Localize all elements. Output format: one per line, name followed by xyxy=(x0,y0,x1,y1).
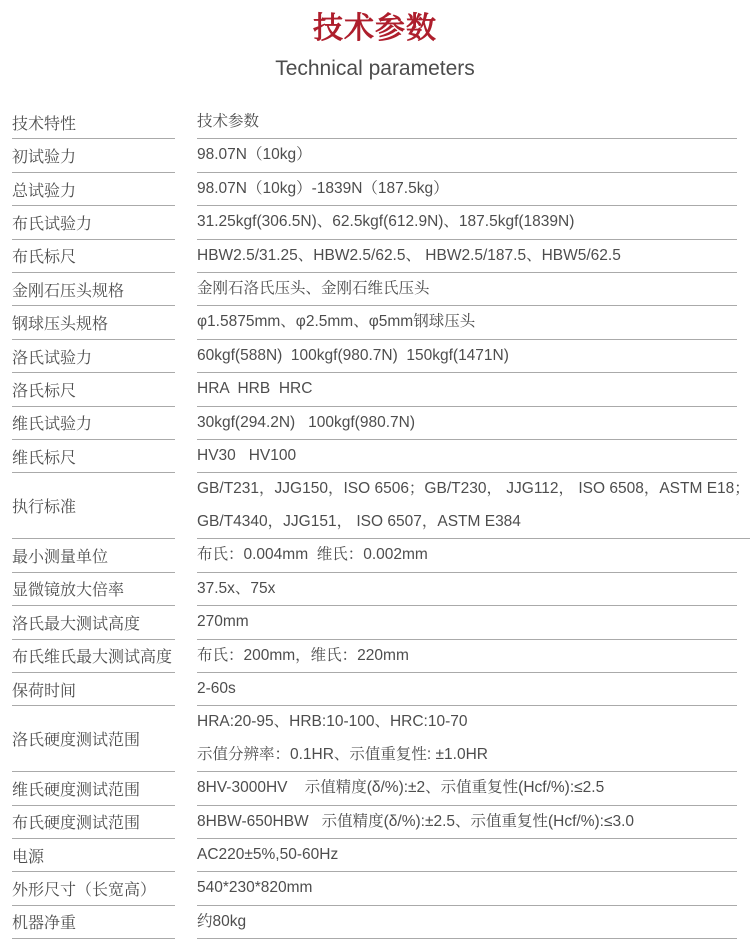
spec-value-line: 60kgf(588N) 100kgf(980.7N) 150kgf(1471N) xyxy=(197,346,509,364)
spec-row xyxy=(0,673,750,706)
spec-row xyxy=(0,606,750,639)
spec-value xyxy=(197,640,737,673)
spec-row xyxy=(0,139,750,172)
spec-value-line: HRA:20-95、HRB:10-100、HRC:10-70 xyxy=(197,713,468,731)
spec-value xyxy=(197,839,737,872)
spec-label: 钢球压头规格 xyxy=(12,306,175,339)
spec-row xyxy=(0,173,750,206)
spec-value-line: 约80kg xyxy=(197,912,247,930)
spec-value-line: 30kgf(294.2N) 100kgf(980.7N) xyxy=(197,413,415,431)
spec-value xyxy=(197,440,737,473)
spec-value-line: 8HV-3000HV 示值精度(δ/%):±2、示值重复性(Hcf/%):≤2.5 xyxy=(197,779,605,797)
spec-value xyxy=(197,340,737,373)
spec-label: 最小测量单位 xyxy=(12,539,175,572)
spec-value-line: HBW2.5/31.25、HBW2.5/62.5、 HBW2.5/187.5、HBW5/62.5 xyxy=(197,246,621,264)
spec-row xyxy=(0,473,750,539)
spec-value xyxy=(197,373,737,406)
spec-row xyxy=(0,373,750,406)
spec-value-line: φ1.5875mm、φ2.5mm、φ5mm钢球压头 xyxy=(197,313,476,331)
spec-value xyxy=(197,673,737,706)
spec-value-line: 布氏：200mm，维氏：220mm xyxy=(197,646,409,664)
spec-value-line: GB/T4340，JJG151， ISO 6507，ASTM E384 xyxy=(197,512,521,530)
spec-label: 外形尺寸（长宽高） xyxy=(12,872,175,905)
page-header xyxy=(0,0,750,82)
spec-value-line: 98.07N（10kg）-1839N（187.5kg） xyxy=(197,179,449,197)
spec-label: 显微镜放大倍率 xyxy=(12,573,175,606)
spec-label: 保荷时间 xyxy=(12,673,175,706)
spec-row-header xyxy=(0,106,750,139)
spec-label: 洛氏硬度测试范围 xyxy=(12,706,175,772)
spec-value xyxy=(197,273,737,306)
spec-row xyxy=(0,640,750,673)
spec-row xyxy=(0,273,750,306)
spec-row xyxy=(0,340,750,373)
spec-label: 布氏维氏最大测试高度 xyxy=(12,640,175,673)
spec-row xyxy=(0,539,750,572)
spec-label: 布氏试验力 xyxy=(12,206,175,239)
spec-value-line: HV30 HV100 xyxy=(197,447,297,465)
spec-value-line: GB/T231，JJG150，ISO 6506；GB/T230， JJG112， ISO 6508，ASTM E18； xyxy=(197,480,750,498)
spec-label: 维氏硬度测试范围 xyxy=(12,772,175,805)
spec-value-line: 布氏：0.004mm 维氏：0.002mm xyxy=(197,546,428,564)
spec-row xyxy=(0,206,750,239)
spec-label: 执行标准 xyxy=(12,473,175,539)
spec-row xyxy=(0,806,750,839)
spec-value xyxy=(197,407,737,440)
spec-row xyxy=(0,872,750,905)
spec-row xyxy=(0,772,750,805)
spec-label: 布氏标尺 xyxy=(12,240,175,273)
spec-value-line: 270mm xyxy=(197,613,249,631)
spec-value-line: 技术参数 xyxy=(197,113,260,130)
spec-label: 洛氏最大测试高度 xyxy=(12,606,175,639)
spec-value xyxy=(197,806,737,839)
spec-value xyxy=(197,306,737,339)
spec-row xyxy=(0,906,750,939)
spec-label: 洛氏标尺 xyxy=(12,373,175,406)
spec-value xyxy=(197,206,737,239)
spec-row xyxy=(0,306,750,339)
spec-value-line: 37.5x、75x xyxy=(197,579,276,597)
spec-value xyxy=(197,606,737,639)
spec-value xyxy=(197,539,737,572)
spec-value-line: 金刚石洛氏压头、金刚石维氏压头 xyxy=(197,280,430,298)
spec-value xyxy=(197,139,737,172)
spec-label: 初试验力 xyxy=(12,139,175,172)
spec-value-line: 540*230*820mm xyxy=(197,879,313,897)
spec-value xyxy=(197,706,737,772)
spec-value-line: HRA HRB HRC xyxy=(197,380,313,398)
spec-label: 维氏标尺 xyxy=(12,440,175,473)
spec-value xyxy=(197,173,737,206)
spec-value xyxy=(197,772,737,805)
spec-row xyxy=(0,706,750,772)
spec-value xyxy=(197,473,750,539)
spec-value xyxy=(197,906,737,939)
spec-label: 金刚石压头规格 xyxy=(12,273,175,306)
spec-value-line: 98.07N（10kg） xyxy=(197,146,312,164)
spec-value xyxy=(197,872,737,905)
spec-value-line: 31.25kgf(306.5N)、62.5kgf(612.9N)、187.5kgf(1839N) xyxy=(197,213,575,231)
spec-row xyxy=(0,839,750,872)
spec-value-line: 2-60s xyxy=(197,679,236,697)
spec-row xyxy=(0,440,750,473)
spec-value-line: AC220±5%,50-60Hz xyxy=(197,845,339,863)
spec-row xyxy=(0,573,750,606)
page-subtitle: Technical parameters xyxy=(275,57,475,80)
spec-value xyxy=(197,573,737,606)
spec-value-line: 示值分辨率：0.1HR、示值重复性: ±1.0HR xyxy=(197,745,488,763)
spec-label: 维氏试验力 xyxy=(12,407,175,440)
spec-label: 电源 xyxy=(12,839,175,872)
spec-value-line: 8HBW-650HBW 示值精度(δ/%):±2.5、示值重复性(Hcf/%):≤3.0 xyxy=(197,812,635,830)
spec-value xyxy=(197,106,737,139)
spec-row xyxy=(0,407,750,440)
spec-label: 总试验力 xyxy=(12,173,175,206)
spec-label: 布氏硬度测试范围 xyxy=(12,806,175,839)
spec-value xyxy=(197,240,737,273)
spec-row xyxy=(0,240,750,273)
page-title: 技术参数 xyxy=(313,12,437,45)
spec-label: 洛氏试验力 xyxy=(12,340,175,373)
spec-label: 机器净重 xyxy=(12,906,175,939)
spec-table xyxy=(0,106,750,939)
spec-label: 技术特性 xyxy=(12,106,175,139)
